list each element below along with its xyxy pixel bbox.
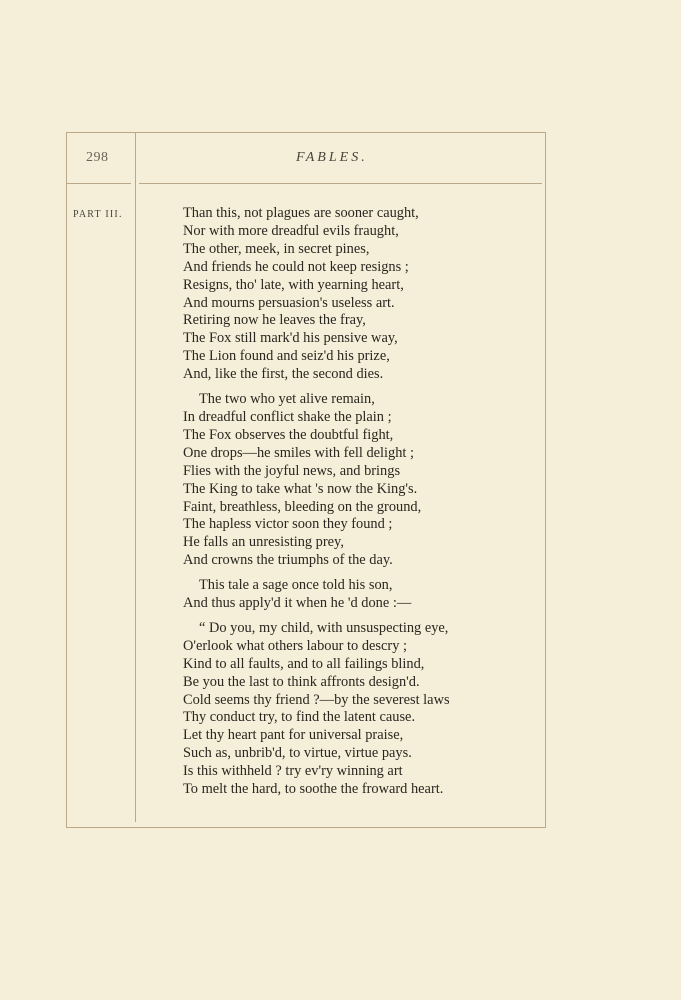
poem-line: Is this withheld ? try ev'ry winning art [183, 763, 403, 780]
poem-line: And friends he could not keep resigns ; [183, 258, 409, 275]
poem-line: The other, meek, in secret pines, [183, 240, 370, 257]
stanza-3 [183, 577, 523, 613]
poem-line: Than this, not plagues are sooner caught, [183, 205, 419, 221]
column-divider [135, 132, 136, 822]
poem-line: Kind to all faults, and to all failings blind, [183, 655, 425, 672]
stanza-1 [183, 205, 523, 384]
poem-line: The two who yet alive remain, [199, 391, 375, 408]
poem-line: Resigns, tho' late, with yearning heart, [183, 276, 404, 293]
running-head: FABLES. [296, 150, 368, 165]
header-rule-left [66, 183, 131, 184]
poem-line: And thus apply'd it when he 'd done :— [183, 595, 412, 612]
poem-line: Be you the last to think affronts design'd. [183, 673, 420, 690]
poem-body [183, 205, 523, 799]
poem-line: To melt the hard, to soothe the froward heart. [183, 781, 444, 798]
poem-line: Thy conduct try, to find the latent cause. [183, 709, 416, 726]
poem-line: Let thy heart pant for universal praise, [183, 727, 404, 744]
stanza-2 [183, 391, 523, 570]
part-label: PART III. [73, 209, 123, 220]
poem-line: The Fox still mark'd his pensive way, [183, 330, 398, 347]
poem-line: This tale a sage once told his son, [199, 577, 393, 594]
stanza-4 [183, 620, 523, 799]
poem-line: And mourns persuasion's useless art. [183, 294, 395, 311]
poem-line: “ Do you, my child, with unsuspecting eye, [199, 619, 449, 636]
poem-line: And, like the first, the second dies. [183, 366, 384, 383]
poem-line: Faint, breathless, bleeding on the ground, [183, 498, 422, 515]
poem-line: Nor with more dreadful evils fraught, [183, 222, 399, 239]
poem-line: In dreadful conflict shake the plain ; [183, 408, 392, 425]
poem-line: The Lion found and seiz'd his prize, [183, 348, 390, 365]
poem-line: The Fox observes the doubtful fight, [183, 426, 394, 443]
poem-line: The King to take what 's now the King's. [183, 480, 418, 497]
poem-line: Such as, unbrib'd, to virtue, virtue pays. [183, 745, 412, 762]
poem-line: The hapless victor soon they found ; [183, 516, 393, 533]
poem-line: One drops—he smiles with fell delight ; [183, 444, 415, 461]
poem-line: O'erlook what others labour to descry ; [183, 637, 407, 654]
poem-line: Flies with the joyful news, and brings [183, 462, 401, 479]
poem-line: Retiring now he leaves the fray, [183, 312, 366, 329]
poem-line: He falls an unresisting prey, [183, 534, 344, 551]
page-number: 298 [86, 150, 109, 165]
poem-line: And crowns the triumphs of the day. [183, 552, 393, 569]
poem-line: Cold seems thy friend ?—by the severest laws [183, 691, 450, 708]
header-rule-right [139, 183, 542, 184]
